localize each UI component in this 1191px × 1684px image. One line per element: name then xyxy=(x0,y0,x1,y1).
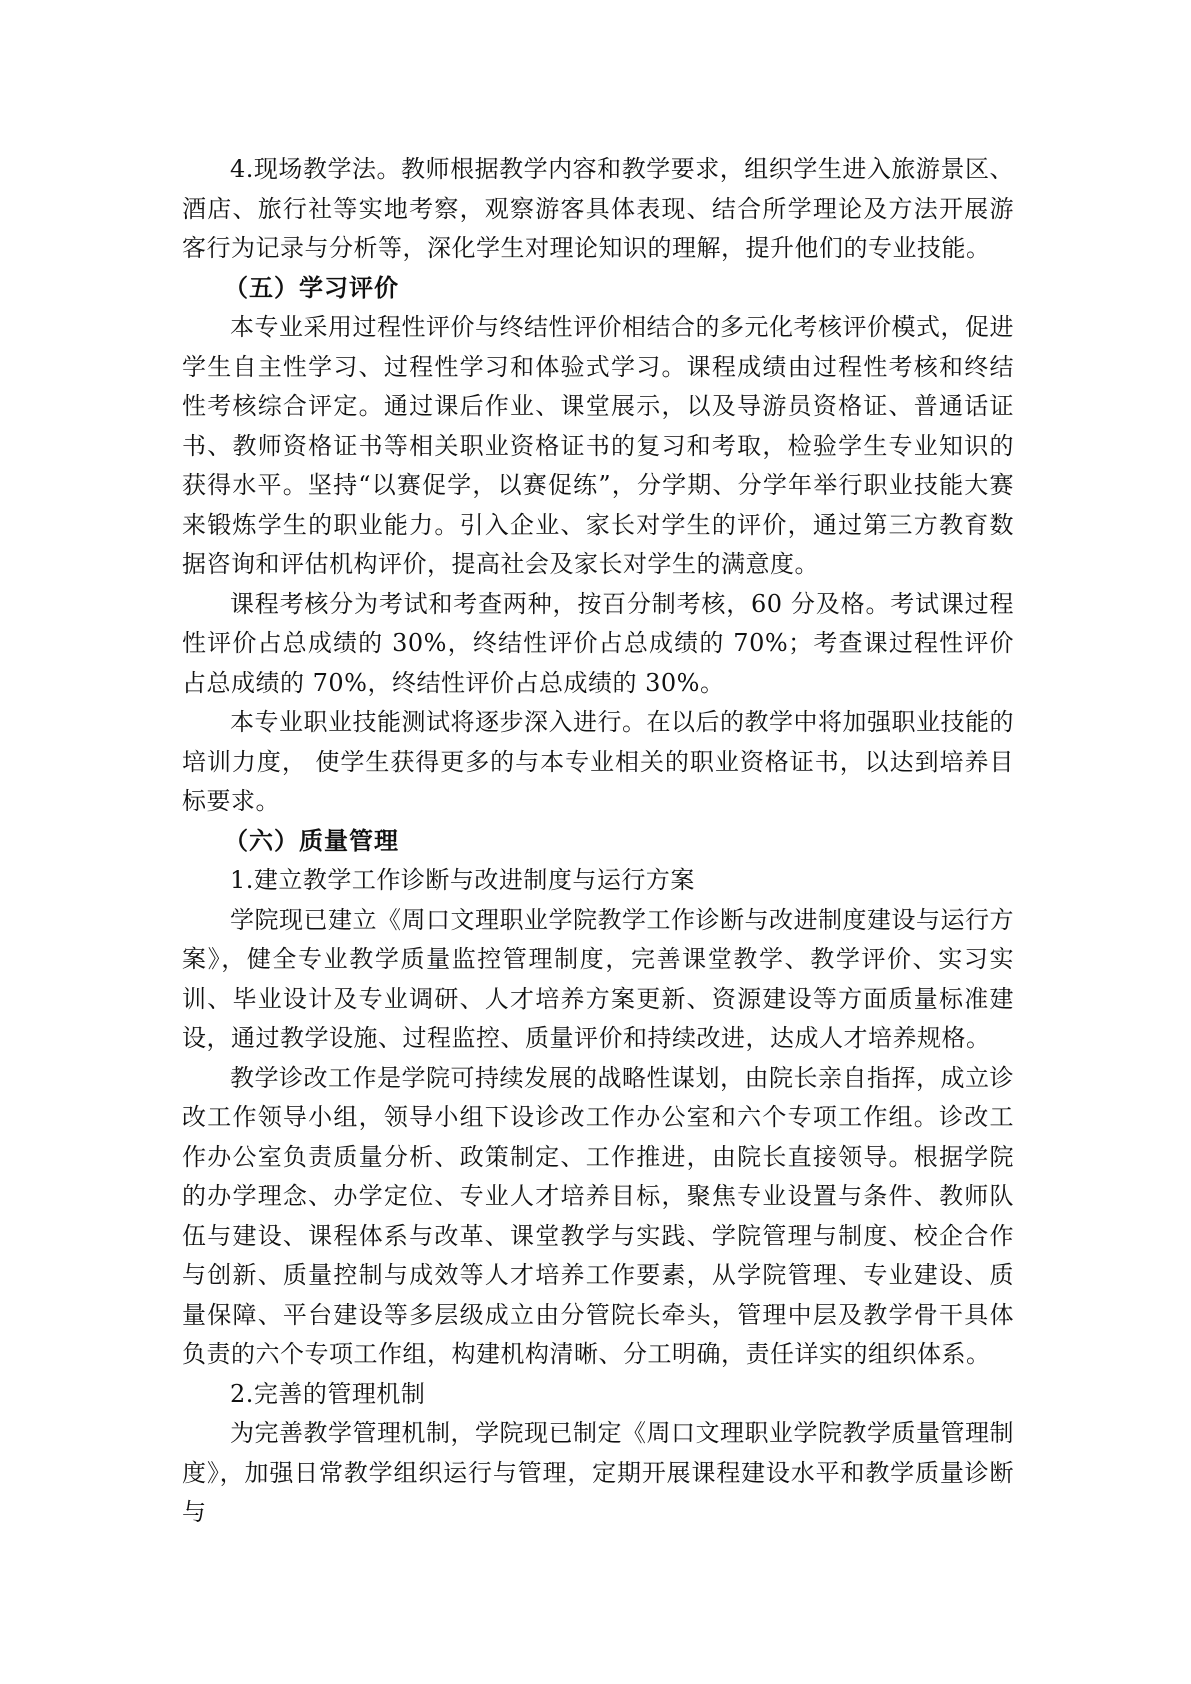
section-heading-learning-evaluation: （五）学习评价 xyxy=(224,273,399,302)
paragraph-course-assessment: 课程考核分为考试和考查两种，按百分制考核，60 分及格。考试课过程性评价占总成绩的 30%，终结性评价占总成绩的 70%；考查课过程性评价占总成绩的 70%，终结性评价占总成绩的 30%。 xyxy=(182,589,1014,697)
paragraph-diagnosis-plan: 学院现已建立《周口文理职业学院教学工作诊断与改进制度建设与运行方案》，健全专业教学质量监控管理制度，完善课堂教学、教学评价、实习实训、毕业设计及专业调研、人才培养方案更新、资源建设等方面质量标准建设，通过教学设施、过程监控、质量评价和持续改进，达成人才培养规格。 xyxy=(182,905,1014,1052)
paragraph-evaluation-model: 本专业采用过程性评价与终结性评价相结合的多元化考核评价模式，促进学生自主性学习、过程性学习和体验式学习。课程成绩由过程性考核和终结性考核综合评定。通过课后作业、课堂展示，以及导游员资格证、普通话证书、教师资格证书等相关职业资格证书的复习和考取，检验学生专业知识的获得水平。坚持“以赛促学，以赛促练”，分学期、分学年举行职业技能大赛来锻炼学生的职业能力。引入企业、家长对学生的评价，通过第三方教育数据咨询和评估机构评价，提高社会及家长对学生的满意度。 xyxy=(182,313,1014,578)
document-page xyxy=(182,150,1014,1533)
paragraph-skill-testing: 本专业职业技能测试将逐步深入进行。在以后的教学中将加强职业技能的培训力度， 使学生获得更多的与本专业相关的职业资格证书，以达到培养目标要求。 xyxy=(182,708,1014,815)
paragraph-field-teaching-method: 4.现场教学法。教师根据教学内容和教学要求，组织学生进入旅游景区、酒店、旅行社等实地考察，观察游客具体表现、结合所学理论及方法开展游客行为记录与分析等，深化学生对理论知识的理解，提升他们的专业技能。 xyxy=(182,155,1014,262)
paragraph-diagnosis-organization: 教学诊改工作是学院可持续发展的战略性谋划，由院长亲自指挥，成立诊改工作领导小组，领导小组下设诊改工作办公室和六个专项工作组。诊改工作办公室负责质量分析、政策制定、工作推进，由院长直接领导。根据学院的办学理念、办学定位、专业人才培养目标，聚焦专业设置与条件、教师队伍与建设、课程体系与改革、课堂教学与实践、学院管理与制度、校企合作与创新、质量控制与成效等人才培养工作要素，从学院管理、专业建设、质量保障、平台建设等多层级成立由分管院长牵头，管理中层及教学骨干具体负责的六个专项工作组，构建机构清晰、分工明确，责任详实的组织体系。 xyxy=(182,1063,1014,1368)
paragraph-management-mechanism: 为完善教学管理机制，学院现已制定《周口文理职业学院教学质量管理制度》，加强日常教学组织运行与管理，定期开展课程建设水平和教学质量诊断与 xyxy=(182,1419,1014,1526)
subheading-management-mechanism: 2.完善的管理机制 xyxy=(230,1379,426,1408)
subheading-diagnosis-system: 1.建立教学工作诊断与改进制度与运行方案 xyxy=(230,866,695,894)
section-heading-quality-management: （六）质量管理 xyxy=(224,826,399,855)
